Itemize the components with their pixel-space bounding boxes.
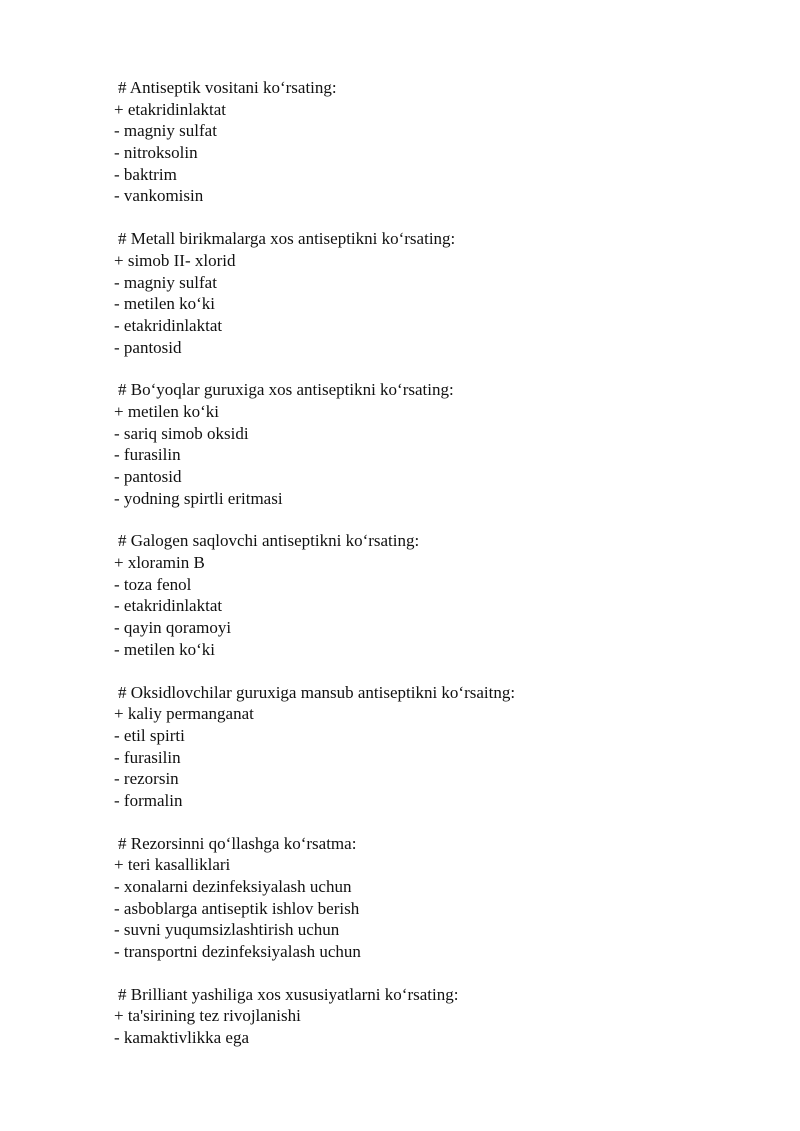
answer-option-correct: + metilen ko‘ki bbox=[114, 401, 219, 421]
question-block-2 bbox=[114, 228, 754, 358]
question-text: # Metall birikmalarga xos antiseptikni ko‘rsating: bbox=[118, 229, 456, 249]
answer-option-correct: + ta'sirining tez rivojlanishi bbox=[114, 1006, 301, 1026]
answer-option: - rezorsin bbox=[114, 769, 179, 789]
answer-option-correct: + simob II- xlorid bbox=[114, 250, 236, 270]
answer-option: - formalin bbox=[114, 790, 183, 810]
answer-option-correct: + teri kasalliklari bbox=[114, 855, 231, 875]
answer-option: - asboblarga antiseptik ishlov berish bbox=[114, 898, 360, 918]
answer-option-correct: + xloramin B bbox=[114, 553, 205, 573]
answer-option: - suvni yuqumsizlashtirish uchun bbox=[114, 920, 340, 940]
question-block-3 bbox=[114, 379, 754, 509]
answer-option: - transportni dezinfeksiyalash uchun bbox=[114, 942, 361, 962]
question-block-4 bbox=[114, 530, 754, 660]
answer-option: - toza fenol bbox=[114, 574, 192, 594]
question-block-7 bbox=[114, 984, 754, 1049]
question-text: # Bo‘yoqlar guruxiga xos antiseptikni ko‘rsating: bbox=[118, 380, 454, 400]
question-block-5 bbox=[114, 682, 754, 812]
answer-option: - xonalarni dezinfeksiyalash uchun bbox=[114, 877, 352, 896]
question-block-1 bbox=[114, 77, 754, 207]
answer-option: - metilen ko‘ki bbox=[114, 294, 216, 314]
question-text: # Antiseptik vositani ko‘rsating: bbox=[118, 78, 337, 97]
answer-option: - metilen ko‘ki bbox=[114, 639, 216, 659]
answer-option: - yodning spirtli eritmasi bbox=[114, 488, 283, 508]
answer-option: - nitroksolin bbox=[114, 143, 198, 163]
answer-option: - magniy sulfat bbox=[114, 272, 217, 292]
answer-option-correct: + etakridinlaktat bbox=[114, 99, 227, 119]
answer-option: - kamaktivlikka ega bbox=[114, 1028, 250, 1048]
answer-option: - etakridinlaktat bbox=[114, 596, 223, 616]
document-page bbox=[114, 77, 754, 1070]
answer-option: - pantosid bbox=[114, 467, 182, 486]
answer-option: - furasilin bbox=[114, 445, 181, 465]
answer-option: - pantosid bbox=[114, 337, 182, 357]
answer-option: - magniy sulfat bbox=[114, 121, 217, 141]
question-text: # Galogen saqlovchi antiseptikni ko‘rsating: bbox=[118, 531, 420, 551]
answer-option-correct: + kaliy permanganat bbox=[114, 704, 254, 724]
question-text: # Oksidlovchilar guruxiga mansub antiseptikni ko‘rsaitng: bbox=[118, 682, 516, 702]
answer-option: - vankomisin bbox=[114, 186, 204, 206]
answer-option: - furasilin bbox=[114, 747, 181, 767]
question-text: # Brilliant yashiliga xos xususiyatlarni ko‘rsating: bbox=[118, 984, 459, 1004]
question-block-6 bbox=[114, 833, 754, 963]
answer-option: - etil spirti bbox=[114, 725, 185, 745]
answer-option: - qayin qoramoyi bbox=[114, 618, 232, 638]
answer-option: - etakridinlaktat bbox=[114, 315, 223, 335]
question-text: # Rezorsinni qo‘llashga ko‘rsatma: bbox=[118, 833, 357, 853]
answer-option: - sariq simob oksidi bbox=[114, 423, 249, 443]
answer-option: - baktrim bbox=[114, 164, 177, 184]
